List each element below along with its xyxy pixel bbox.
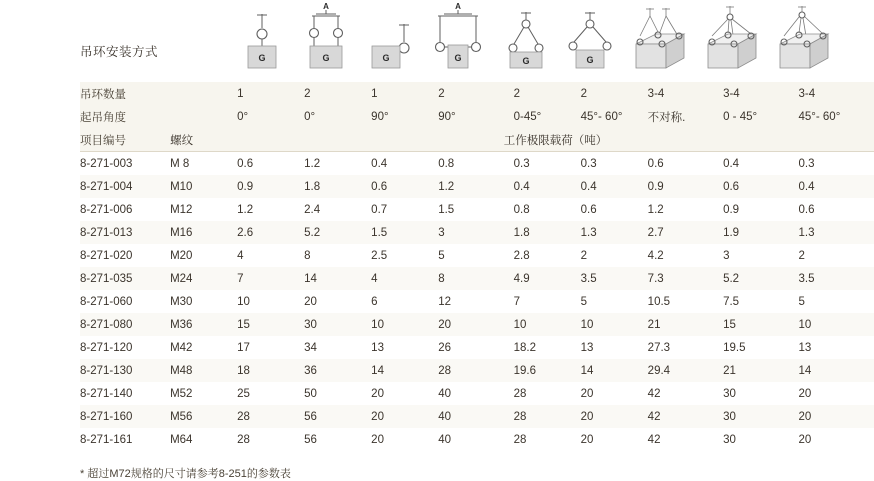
cell-value: 0.6 <box>648 152 723 176</box>
cell-code: 8-271-003 <box>80 152 170 176</box>
cell-value: 29.4 <box>648 359 723 382</box>
diagram-single-vertical <box>230 2 294 82</box>
angle-5: 0-45° <box>514 105 581 128</box>
cell-value: 50 <box>304 382 371 405</box>
cell-value: 1.3 <box>798 221 874 244</box>
cell-value: 6 <box>371 290 438 313</box>
cell-value: 30 <box>723 428 798 451</box>
cell-value: 10 <box>514 313 581 336</box>
cell-value: 1.5 <box>438 198 513 221</box>
qty-9: 3-4 <box>798 82 874 105</box>
cell-value: 18.2 <box>514 336 581 359</box>
cell-value: 10 <box>237 290 304 313</box>
cell-value: 56 <box>304 405 371 428</box>
cell-value: 1.8 <box>304 175 371 198</box>
cell-value: 20 <box>798 405 874 428</box>
cell-value: 2.5 <box>371 244 438 267</box>
single-eyebolt-vertical-icon <box>248 14 276 68</box>
cell-value: 0.9 <box>648 175 723 198</box>
cell-value: 13 <box>371 336 438 359</box>
svg-text:G: G <box>382 53 390 63</box>
cell-value: 28 <box>514 382 581 405</box>
cell-value: 5 <box>581 290 648 313</box>
cell-value: 0.6 <box>237 152 304 176</box>
angle-8: 0 - 45° <box>723 105 798 128</box>
cell-value: 4 <box>237 244 304 267</box>
svg-text:A: A <box>323 2 329 11</box>
angle-4: 90° <box>438 105 513 128</box>
cell-value: 25 <box>237 382 304 405</box>
cell-value: 0.6 <box>723 175 798 198</box>
cell-value: 20 <box>438 313 513 336</box>
table-row <box>80 221 874 244</box>
cell-value: 2.6 <box>237 221 304 244</box>
cell-value: 1.2 <box>438 175 513 198</box>
svg-text:G: G <box>322 53 330 63</box>
diagram-four-angle-45-60 <box>766 2 838 82</box>
angle-7: 不对称. <box>648 105 723 128</box>
cell-code: 8-271-013 <box>80 221 170 244</box>
cell-code: 8-271-020 <box>80 244 170 267</box>
cell-value: 1.8 <box>514 221 581 244</box>
cell-value: 5.2 <box>304 221 371 244</box>
cell-value: 30 <box>304 313 371 336</box>
qty-2: 2 <box>304 82 371 105</box>
cell-code: 8-271-160 <box>80 405 170 428</box>
cell-value: 0.3 <box>514 152 581 176</box>
col-header-capacity: 工作极限载荷（吨） <box>237 128 874 152</box>
cell-value: 3.5 <box>798 267 874 290</box>
cell-value: 0.8 <box>438 152 513 176</box>
row-angle <box>80 105 874 128</box>
cell-value: 5.2 <box>723 267 798 290</box>
four-eyebolt-cube-angle-icon <box>708 6 756 68</box>
cell-value: 13 <box>581 336 648 359</box>
cell-thread: M30 <box>170 290 237 313</box>
table-row <box>80 313 874 336</box>
diagram-two-angle-45-60 <box>558 2 622 82</box>
svg-text:G: G <box>522 56 530 66</box>
cell-code: 8-271-035 <box>80 267 170 290</box>
cell-value: 0.4 <box>798 175 874 198</box>
table-row <box>80 244 874 267</box>
cell-code: 8-271-060 <box>80 290 170 313</box>
table-row <box>80 290 874 313</box>
diagram-title: 吊环安装方式 <box>80 45 159 59</box>
cell-value: 17 <box>237 336 304 359</box>
cell-code: 8-271-120 <box>80 336 170 359</box>
diagram-single-horizontal <box>358 2 422 82</box>
cell-value: 0.6 <box>798 198 874 221</box>
svg-text:G: G <box>586 55 594 65</box>
cell-thread: M52 <box>170 382 237 405</box>
cell-value: 7.3 <box>648 267 723 290</box>
two-eyebolt-beam-icon <box>310 2 343 68</box>
cell-thread: M 8 <box>170 152 237 176</box>
cell-value: 20 <box>304 290 371 313</box>
row-column-headers <box>80 128 874 152</box>
cell-value: 4 <box>371 267 438 290</box>
cell-value: 10 <box>798 313 874 336</box>
two-eyebolt-side-beam-icon <box>436 2 481 68</box>
cell-value: 20 <box>371 382 438 405</box>
cell-value: 14 <box>798 359 874 382</box>
cell-value: 28 <box>237 405 304 428</box>
cell-value: 10.5 <box>648 290 723 313</box>
cell-value: 40 <box>438 428 513 451</box>
cell-thread: M36 <box>170 313 237 336</box>
col-header-thread: 螺纹 <box>170 128 237 152</box>
cell-value: 14 <box>371 359 438 382</box>
cell-value: 2.4 <box>304 198 371 221</box>
cell-thread: M42 <box>170 336 237 359</box>
cell-code: 8-271-161 <box>80 428 170 451</box>
cell-value: 7 <box>237 267 304 290</box>
cell-value: 36 <box>304 359 371 382</box>
cell-value: 7 <box>514 290 581 313</box>
cell-value: 20 <box>371 405 438 428</box>
cell-value: 4.2 <box>648 244 723 267</box>
cell-value: 27.3 <box>648 336 723 359</box>
cell-value: 15 <box>237 313 304 336</box>
cell-value: 10 <box>371 313 438 336</box>
cell-value: 3.5 <box>581 267 648 290</box>
cell-code: 8-271-140 <box>80 382 170 405</box>
cell-value: 0.4 <box>371 152 438 176</box>
cell-value: 40 <box>438 405 513 428</box>
cell-value: 0.6 <box>371 175 438 198</box>
cell-value: 28 <box>514 428 581 451</box>
diagram-two-horizontal-beam <box>422 2 494 82</box>
four-eyebolt-cube-wide-icon <box>780 6 828 68</box>
cell-thread: M64 <box>170 428 237 451</box>
cell-code: 8-271-004 <box>80 175 170 198</box>
cell-value: 13 <box>798 336 874 359</box>
cell-value: 1.2 <box>304 152 371 176</box>
row-quantity <box>80 82 874 105</box>
cell-value: 0.7 <box>371 198 438 221</box>
svg-text:G: G <box>454 53 462 63</box>
angle-9: 45°- 60° <box>798 105 874 128</box>
row-quantity-thread-spacer <box>170 82 237 105</box>
cell-value: 30 <box>723 405 798 428</box>
cell-code: 8-271-080 <box>80 313 170 336</box>
qty-5: 2 <box>514 82 581 105</box>
cell-value: 8 <box>304 244 371 267</box>
cell-thread: M12 <box>170 198 237 221</box>
two-eyebolt-wide-angle-icon <box>569 12 611 68</box>
cell-code: 8-271-006 <box>80 198 170 221</box>
col-header-code: 项目编号 <box>80 128 170 152</box>
four-eyebolt-cube-icon <box>636 8 684 68</box>
table-row <box>80 336 874 359</box>
table-row <box>80 359 874 382</box>
cell-value: 5 <box>798 290 874 313</box>
table-row <box>80 198 874 221</box>
cell-value: 21 <box>648 313 723 336</box>
cell-value: 0.3 <box>798 152 874 176</box>
cell-value: 28 <box>438 359 513 382</box>
cell-value: 42 <box>648 405 723 428</box>
cell-thread: M10 <box>170 175 237 198</box>
cell-value: 19.6 <box>514 359 581 382</box>
cell-value: 2 <box>581 244 648 267</box>
angle-3: 90° <box>371 105 438 128</box>
cell-value: 40 <box>438 382 513 405</box>
svg-text:G: G <box>258 53 266 63</box>
angle-2: 0° <box>304 105 371 128</box>
qty-7: 3-4 <box>648 82 723 105</box>
diagram-four-angle-0-45 <box>694 2 766 82</box>
cell-thread: M16 <box>170 221 237 244</box>
cell-value: 21 <box>723 359 798 382</box>
table-row <box>80 382 874 405</box>
cell-value: 20 <box>581 382 648 405</box>
table-row <box>80 152 874 176</box>
qty-4: 2 <box>438 82 513 105</box>
qty-1: 1 <box>237 82 304 105</box>
cell-value: 12 <box>438 290 513 313</box>
angle-6: 45°- 60° <box>581 105 648 128</box>
cell-value: 0.4 <box>581 175 648 198</box>
cell-code: 8-271-130 <box>80 359 170 382</box>
diagram-band <box>0 0 874 82</box>
cell-value: 20 <box>798 428 874 451</box>
specs-table <box>80 82 874 451</box>
cell-value: 1.2 <box>237 198 304 221</box>
cell-value: 4.9 <box>514 267 581 290</box>
cell-value: 1.3 <box>581 221 648 244</box>
cell-value: 42 <box>648 428 723 451</box>
table-row <box>80 405 874 428</box>
cell-value: 14 <box>581 359 648 382</box>
cell-thread: M56 <box>170 405 237 428</box>
cell-value: 7.5 <box>723 290 798 313</box>
cell-value: 20 <box>798 382 874 405</box>
cell-value: 1.9 <box>723 221 798 244</box>
cell-value: 0.3 <box>581 152 648 176</box>
qty-3: 1 <box>371 82 438 105</box>
cell-value: 18 <box>237 359 304 382</box>
cell-value: 30 <box>723 382 798 405</box>
table-row <box>80 267 874 290</box>
table-row <box>80 428 874 451</box>
cell-value: 8 <box>438 267 513 290</box>
cell-value: 1.2 <box>648 198 723 221</box>
footnote: * 超过M72规格的尺寸请参考8-251的参数表 <box>80 468 291 480</box>
cell-value: 3 <box>438 221 513 244</box>
cell-value: 19.5 <box>723 336 798 359</box>
cell-value: 0.6 <box>581 198 648 221</box>
cell-value: 0.9 <box>723 198 798 221</box>
cell-value: 56 <box>304 428 371 451</box>
cell-value: 0.4 <box>723 152 798 176</box>
two-eyebolt-angle-icon <box>509 12 543 68</box>
row-angle-label: 起吊角度 <box>80 105 170 128</box>
cell-value: 34 <box>304 336 371 359</box>
cell-value: 42 <box>648 382 723 405</box>
cell-value: 28 <box>237 428 304 451</box>
cell-thread: M20 <box>170 244 237 267</box>
cell-value: 2.8 <box>514 244 581 267</box>
cell-value: 0.8 <box>514 198 581 221</box>
single-eyebolt-side-icon <box>372 24 409 68</box>
cell-value: 5 <box>438 244 513 267</box>
cell-value: 20 <box>581 428 648 451</box>
cell-value: 20 <box>371 428 438 451</box>
cell-value: 15 <box>723 313 798 336</box>
diagram-two-angle-0-45 <box>494 2 558 82</box>
cell-value: 20 <box>581 405 648 428</box>
cell-value: 1.5 <box>371 221 438 244</box>
diagram-cells <box>230 2 874 82</box>
row-angle-thread-spacer <box>170 105 237 128</box>
cell-value: 2.7 <box>648 221 723 244</box>
cell-thread: M24 <box>170 267 237 290</box>
qty-6: 2 <box>581 82 648 105</box>
angle-1: 0° <box>237 105 304 128</box>
cell-value: 26 <box>438 336 513 359</box>
cell-value: 3 <box>723 244 798 267</box>
cell-value: 2 <box>798 244 874 267</box>
qty-8: 3-4 <box>723 82 798 105</box>
table-row <box>80 175 874 198</box>
cell-value: 14 <box>304 267 371 290</box>
cell-value: 28 <box>514 405 581 428</box>
diagram-two-vertical-beam <box>294 2 358 82</box>
cell-value: 0.4 <box>514 175 581 198</box>
cell-value: 0.9 <box>237 175 304 198</box>
cell-value: 10 <box>581 313 648 336</box>
row-quantity-label: 吊环数量 <box>80 82 170 105</box>
diagram-four-asymmetric <box>622 2 694 82</box>
svg-text:A: A <box>455 2 461 11</box>
cell-thread: M48 <box>170 359 237 382</box>
